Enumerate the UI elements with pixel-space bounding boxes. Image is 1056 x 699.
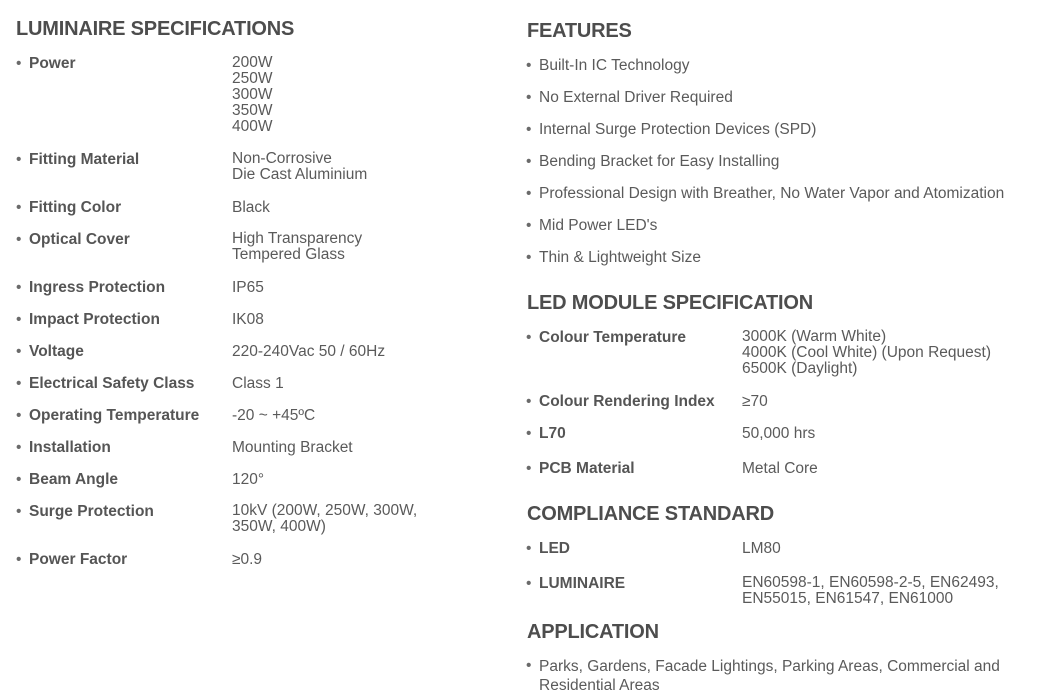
spec-value (742, 393, 768, 411)
spec-value-line: EN60598-1, EN60598-2-5, EN62493, (742, 574, 999, 591)
spec-value-line: EN55015, EN61547, EN61000 (742, 590, 954, 607)
compliance-standard-heading: COMPLIANCE STANDARD (527, 503, 774, 525)
spec-value-line: -20 ~ +45ºC (232, 407, 316, 424)
spec-value (232, 407, 315, 425)
spec-label: Installation (29, 439, 111, 456)
spec-value-line: Non-Corrosive (232, 150, 332, 167)
led-module-specification-heading: LED MODULE SPECIFICATION (527, 292, 813, 314)
bullet-icon: • (16, 551, 22, 568)
bullet-icon: • (16, 199, 22, 216)
spec-label: Power (29, 55, 76, 72)
item-text (539, 89, 733, 107)
spec-value-line: ≥70 (742, 393, 768, 410)
item-text (539, 57, 690, 75)
spec-value-line: LM80 (742, 540, 781, 557)
item-text-line: Internal Surge Protection Devices (SPD) (539, 121, 817, 138)
luminaire-specifications-heading: LUMINAIRE SPECIFICATIONS (16, 18, 295, 40)
spec-label: Beam Angle (29, 471, 119, 488)
bullet-icon: • (526, 249, 532, 266)
spec-label: Surge Protection (29, 503, 154, 520)
spec-value-line: 350W, 400W) (232, 518, 326, 535)
spec-value (232, 375, 284, 393)
spec-value-line: Tempered Glass (232, 246, 345, 263)
bullet-icon: • (16, 279, 22, 296)
bullet-icon: • (526, 153, 532, 170)
bullet-icon: • (526, 185, 532, 202)
bullet-icon: • (526, 89, 532, 106)
spec-value-line: 220-240Vac 50 / 60Hz (232, 343, 386, 360)
bullet-icon: • (16, 55, 22, 72)
spec-label: Optical Cover (29, 231, 130, 248)
item-text-line: Mid Power LED's (539, 217, 658, 234)
spec-value (232, 199, 270, 217)
bullet-icon: • (16, 151, 22, 168)
spec-label: Operating Temperature (29, 407, 200, 424)
bullet-icon: • (526, 329, 532, 346)
spec-value-line: Die Cast Aluminium (232, 166, 368, 183)
bullet-icon: • (526, 460, 532, 477)
item-text (539, 185, 1004, 203)
spec-value (232, 231, 362, 263)
spec-value (232, 279, 264, 297)
spec-value-line: IP65 (232, 279, 264, 296)
item-text (539, 217, 657, 235)
item-text-line: No External Driver Required (539, 89, 733, 106)
spec-label: LUMINAIRE (539, 575, 626, 592)
spec-value (232, 503, 417, 535)
bullet-icon: • (526, 393, 532, 410)
bullet-icon: • (16, 231, 22, 248)
bullet-icon: • (16, 311, 22, 328)
bullet-icon: • (526, 657, 532, 674)
spec-value (232, 55, 273, 135)
spec-value-line: 350W (232, 102, 273, 119)
spec-value (742, 575, 999, 607)
spec-label: Voltage (29, 343, 84, 360)
item-text (539, 249, 701, 267)
spec-value (232, 439, 353, 457)
bullet-icon: • (16, 471, 22, 488)
item-text-line: Bending Bracket for Easy Installing (539, 153, 780, 170)
bullet-icon: • (526, 575, 532, 592)
spec-value (232, 551, 262, 569)
spec-label: Colour Temperature (539, 329, 686, 346)
spec-label: Fitting Material (29, 151, 140, 168)
spec-value (232, 471, 264, 489)
item-text-line: Residential Areas (539, 677, 660, 694)
spec-value (232, 151, 367, 183)
application-heading: APPLICATION (527, 621, 659, 643)
spec-value-line: 120° (232, 471, 265, 488)
item-text-line: Professional Design with Breather, No Water Vapor and Atomization (539, 185, 1005, 202)
spec-value-line: IK08 (232, 311, 264, 328)
item-text (539, 153, 779, 171)
spec-value-line: Class 1 (232, 375, 284, 392)
bullet-icon: • (16, 439, 22, 456)
item-text (539, 121, 816, 139)
spec-value-line: 200W (232, 54, 273, 71)
spec-value (742, 540, 781, 558)
bullet-icon: • (16, 343, 22, 360)
bullet-icon: • (526, 121, 532, 138)
spec-label: Impact Protection (29, 311, 160, 328)
bullet-icon: • (526, 425, 532, 442)
item-text-line: Parks, Gardens, Facade Lightings, Parking Areas, Commercial and (539, 658, 1000, 675)
item-text (539, 657, 1000, 695)
spec-value-line: 6500K (Daylight) (742, 360, 858, 377)
spec-value-line: Black (232, 199, 270, 216)
bullet-icon: • (526, 57, 532, 74)
spec-label: Fitting Color (29, 199, 122, 216)
item-text-line: Built-In IC Technology (539, 57, 690, 74)
spec-value (742, 425, 815, 443)
bullet-icon: • (526, 217, 532, 234)
spec-label: Electrical Safety Class (29, 375, 195, 392)
spec-value-line: 50,000 hrs (742, 425, 816, 442)
spec-value-line: 10kV (200W, 250W, 300W, (232, 502, 418, 519)
spec-label: Colour Rendering Index (539, 393, 715, 410)
spec-value-line: 3000K (Warm White) (742, 328, 887, 345)
spec-label: Power Factor (29, 551, 128, 568)
bullet-icon: • (16, 407, 22, 424)
spec-value (742, 329, 991, 377)
spec-value-line: 250W (232, 70, 273, 87)
bullet-icon: • (16, 375, 22, 392)
spec-value-line: 4000K (Cool White) (Upon Request) (742, 344, 991, 361)
spec-value (742, 460, 818, 478)
item-text-line: Thin & Lightweight Size (539, 249, 701, 266)
spec-label: LED (539, 540, 570, 557)
spec-value-line: Metal Core (742, 460, 818, 477)
spec-value (232, 311, 264, 329)
features-heading: FEATURES (527, 20, 632, 42)
bullet-icon: • (16, 503, 22, 520)
spec-value-line: ≥0.9 (232, 551, 263, 568)
spec-label: PCB Material (539, 460, 635, 477)
spec-value (232, 343, 385, 361)
spec-label: L70 (539, 425, 566, 442)
spec-value-line: 400W (232, 118, 273, 135)
bullet-icon: • (526, 540, 532, 557)
spec-label: Ingress Protection (29, 279, 166, 296)
spec-value-line: Mounting Bracket (232, 439, 353, 456)
spec-value-line: 300W (232, 86, 273, 103)
spec-value-line: High Transparency (232, 230, 363, 247)
